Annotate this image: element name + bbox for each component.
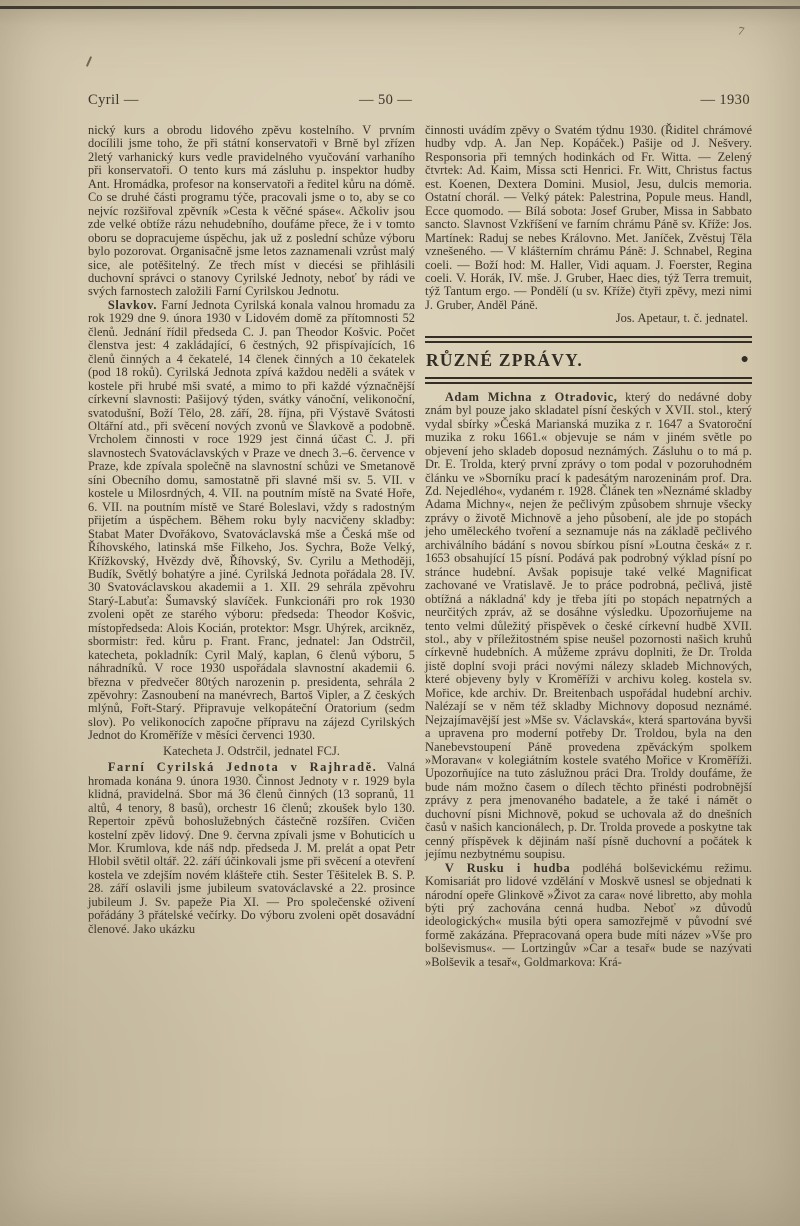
section-header-ruzne-zpravy [425, 336, 752, 384]
page-header [88, 92, 750, 109]
paragraph-lead: V Rusku i hudba [444, 860, 571, 875]
paragraph-continuation-left [88, 124, 415, 299]
section-title: RŮZNÉ ZPRÁVY. [426, 349, 583, 370]
paragraph-continuation-right [425, 124, 752, 312]
bullet-icon: ● [740, 352, 749, 368]
paragraph-lead: Adam Michna z Otradovic, [444, 389, 618, 404]
section-title-row [425, 343, 752, 377]
pen-mark [86, 56, 92, 67]
paragraph-lead: Slavkov. [107, 297, 158, 312]
paragraph-lead: Farní Cyrilská Jednota v Rajhradě. [107, 760, 378, 775]
double-rule-top [425, 336, 752, 343]
paragraph-rusko [425, 862, 752, 970]
paragraph-text: Valná hromada konána 9. února 1930. Činnost Jednoty v r. 1929 byla klidná, pravidelná. Sbor má 36 členů činných (13 sopranů, 11 altů, 4 tenory, 8 basů), orchestr 16 členů; zkoušek bylo 130. Repertoir zpěvů bohoslužebných částečně rozšířen. Cvičen kostelní zpěv lidový. Dne 9. června zpívali jsme v Bohuticích u Mor. Krumlova, kde náš ndp. předseda J. M. prelát a opat Petr Hlobil světil oltář. 22. září účinkovali jsme při svěcení a otevření kostela ve zdejším novém klášteře ctih. Sester Těšitelek B. S. P. 28. září oslavili jsme jubileum svatováclavské a 22. prosince jubileum J. Sv. papeže Pia XI. — Pro společenské oživení pořádány 3 přátelské večírky. Do výboru zvoleni opět dosavádní členové. Jako ukázku [88, 760, 416, 936]
paragraph-text: nický kurs a obrodu lidového zpěvu kostelního. V prvním docílili jsme toho, že při státní konservatoři v Brně byl zřízen 2letý varhanický kurs vedle pravidelného vyučování varhaního při konservatoři. O tento kurs má zásluhu p. inspektor hudby Ant. Hromádka, profesor na konservatoři a ředitel kůru na dómě. Co se druhé části programu týče, pracovali jsme o to, aby se co nejvíc rozšiřoval zpěvník »Cesta k věčné spáse«. Ačkoliv jsou zde velké obtíže rázu nehudebního, doufáme přece, že i v tomto oboru se dopracujeme úspěchu, jak už z poslední schůze výboru bylo pozorovat. Organisačně jsme letos zaznamenali vzrůst malý sice, ale potěšitelný. Ze třech míst v diecési se přihlásili duchovní správci o stanovy Cyrilské Jednoty, neboť by rádi ve svých farnostech založili Farní Cyrilskou Jednotu. [88, 123, 415, 299]
paragraph-text: činnosti uvádím zpěvy o Svatém týdnu 1930. (Řiditel chrámové hudby vdp. A. Jan Nep. Kopáček.) Pašije od J. Nešvery. Responsoria při temných hodinkách od Fr. Witta. — Zelený čtvrtek: Ad. Kaim, Missa scti Henrici. Fr. Witt, Christus factus est. Koenen, Dextera Domini. Musiol, Jesu, dulcis memoria. Ostatní chorál. — Velký pátek: Palestrina, Popule meus. Handl, Ecce quomodo. — Bílá sobota: Josef Gruber, Missa in Sabbato sancto. Slavnost Vzkříšení ve farním chrámu Páně sv. Kříže: Jos. Martínek: Raduj se nebes Královno. Met. Janíček, Zvěstuj Těla vznešeného. — V klášterním chrámu Páně: J. Schnabel, Regina coeli. — Boží hod: M. Haller, Vidi aquam. J. Foerster, Regina coeli. V. Horák, IV. mše. J. Gruber, Haec dies, týž Terra tremuit, týž Tantum ergo. — Pondělí (u sv. Kříže) čtyři zpěvy, mezi nimi J. Gruber, Anděl Páně. [425, 123, 752, 312]
paragraph-text: Farní Jednota Cyrilská konala valnou hromadu za rok 1929 dne 9. února 1930 v Lidovém domě za přítomnosti 52 členů. Jednání řídil předseda C. J. pan Theodor Košvic. Počet členstva jest: 4 zakládající, 6 čestných, 92 přispívajících, 16 členů činných a 4 čekatelé, 14 členek činných a 10 čekatelek (pod 18 roků). Cyrilská Jednota zpívá každou neděli a svátek v kostele při hrubé mši svaté, a mimo to při každé význačnější církevní slavnosti: Pašijový týden, svátky vánoční, velikonoční, svatodušní, Boží Tělo, 28. září, 28. října, při Výstavě Svátosti Oltářní atd., při svěcení nových zvonů ve Slavkově a podobně. Vrcholem činnosti v roce 1929 jest činná účast C. J. při slavnostech Svatováclavských v Praze ve dnech 3.–6. července v Praze, kde zpívala společně na slavnostní schůzi ve Smetanově síni Obecního domu, samostatně při slavné mši sv. 5. VII. v kostele u Milosrdných, 4. VII. na poutním místě na Svaté Hoře, 6. VII. na poutním místě ve Staré Boleslavi, vždy s radostným přijetím a úspěchem. Během roku byly nacvičeny skladby: Stabat Mater Dvořákovo, Svatováclavská mše a Česká mše od Říhovského, latinská mše Filkeho, Jos. Sychra, Bože Velký, Křížkovský, Hvězdy dvě, Říhovský, Sv. Cyrilu a Methoději, Budík, Světlý bohatýre a jiné. Cyrilská Jednota pořádala 28. IV. 30 Svatováclavskou akademii a 1. XII. 29 sehrála zpěvohru Starý-Labuťa: Šumavský slavíček. Funkcionáři pro rok 1930 zvoleni opět ze starého výboru: předseda: Theodor Košvic, místopředseda: Alois Kocián, protektor: Msgr. Uhýrek, arcikněz, sbormistr: řed. kůru p. Frant. Franc, jednatel: Jan Odstrčil, katecheta, pokladník: Cyril Malý, kaplan, 6 členů výboru, 5 náhradníků. V roce 1930 uspořádala slavnostní akademii 6. března v předvečer 80tých narozenin p. presidenta, sehrála 2 zpěvohry: Zasnoubení na manévrech, Bartoš Vipler, a Z českých mlýnů, Fořt-Starý. Připravuje velkopáteční Oratorium (sedm slov). Po velikonocích započne přípravu na zájezd Cyrilských Jednot do Kroměříže v měsíci červenci 1930. [88, 297, 415, 743]
header-year: — 1930 [700, 92, 750, 108]
header-journal-title: Cyril — [88, 92, 139, 108]
page-top-edge [0, 6, 800, 9]
signature-right: Jos. Apetaur, t. č. jednatel. [615, 311, 748, 326]
double-rule-bottom [425, 377, 752, 384]
header-page-number: — 50 — [359, 92, 413, 108]
paragraph-slavkov [88, 299, 415, 743]
signature-left: Katecheta J. Odstrčil, jednatel FCJ. [163, 743, 340, 758]
left-column [88, 124, 415, 969]
corner-mark: 7 [736, 23, 746, 39]
two-column-text [88, 124, 752, 969]
paragraph-michna [425, 391, 752, 862]
paragraph-text: který do nedávné doby znám byl pouze jako skladatel písní českých v XVII. stol., který vydal sbírky »Česká Marianská muzika z r. 1647 a Svatoroční muzika z roku 1661.« objevuje se nám v jiném světle po objevení jeho skladeb doposud neznámých. Zásluhu o to má p. Dr. E. Trolda, který první zprávy o tom podal v pozoruhodném článku ve »Sborníku prací k padesátým narozeninám prof. Dra. Zd. Nejedlého«, vydaném r. 1928. Článek ten »Neznámé skladby Adama Michny«, nejen že pečlivým způsobem shrnuje všecky zprávy o životě Michnově a jeho působení, ale jde po stopách jeho uměleckého tvoření a seznamuje nás na základě pečlivého archiválního bádání s novou sbírkou písní »Loutna česká« z r. 1653 obsahující 15 písní. Podává pak podrobný výklad písní po stránce hudební. Avšak popisuje také velké Magnificat zachované ve Vratislavě. Je to práce podrobná, pečlivá, jistě obtížná a nákladná' kdy je třeba jíti po stopách nepatrných a neurčitých zpráv, až se dosáhne výsledku. Upozorňujeme na tento velmi důležitý přispěvek o české církevní hudbě XVII. stol., aby v příležitostném spise neušel pozornosti našich kruhů církevně hudebních. A můžeme zprávu doplniti, že Dr. Trolda jistě doplní svoji práci novými nálezy skladeb Michnových, které objeveny byly v Kroměříži v archivu koleg. kostela sv. Mořice, kde archiv. Dr. Breitenbach uspořádal hudební archiv. Nalézají se v něm též skladby Michnovy doposud neznámé. Nejzajímavější jest »Mše sv. Václavská«, která spartována byvši a upravena pro moderní potřeby Dr. Troldou, byla na den Nanebevstoupení Páně provedena zpěváckým spolkem »Moravan« v kolegiátním kostele svatého Mořice v Kroměříži. Upozorňujíce na tuto záslužnou práci Dra. Troldy doufáme, že bude nám možno časem o dílech těchto přinésti podrobnější zprávy z pera jmenovaného badatele, a že také i námět o duchovní písni Michnově, pokud se uchovala až do dnešních časů v našich kancionálech, p. Dr. Trolda provede a poskytne tak cenný příspěvek k dějinám naší písně duchovní a počátek k jejímu nezbytnému soupisu. [425, 389, 752, 862]
paragraph-rajhrad [88, 761, 415, 936]
paragraph-text: podléhá bolševickému režimu. Komisariát pro lidové vzdělání v Moskvě usnesl se objednati k národní opeře Glinkově »Život za cara« nové libretto, aby mohla býti prý zachována cenná hudba. Neboť »z důvodů ideologických« musila býti opera samozřejmě v původní své formě zakázána. Přepracovaná opera bude míti název »Vše pro bolševismus«. — Lortzingův »Car a tesař« bude se nazývati »Bolševik a tesař«, Goldmarkova: Krá- [425, 860, 752, 969]
right-column [425, 124, 752, 969]
